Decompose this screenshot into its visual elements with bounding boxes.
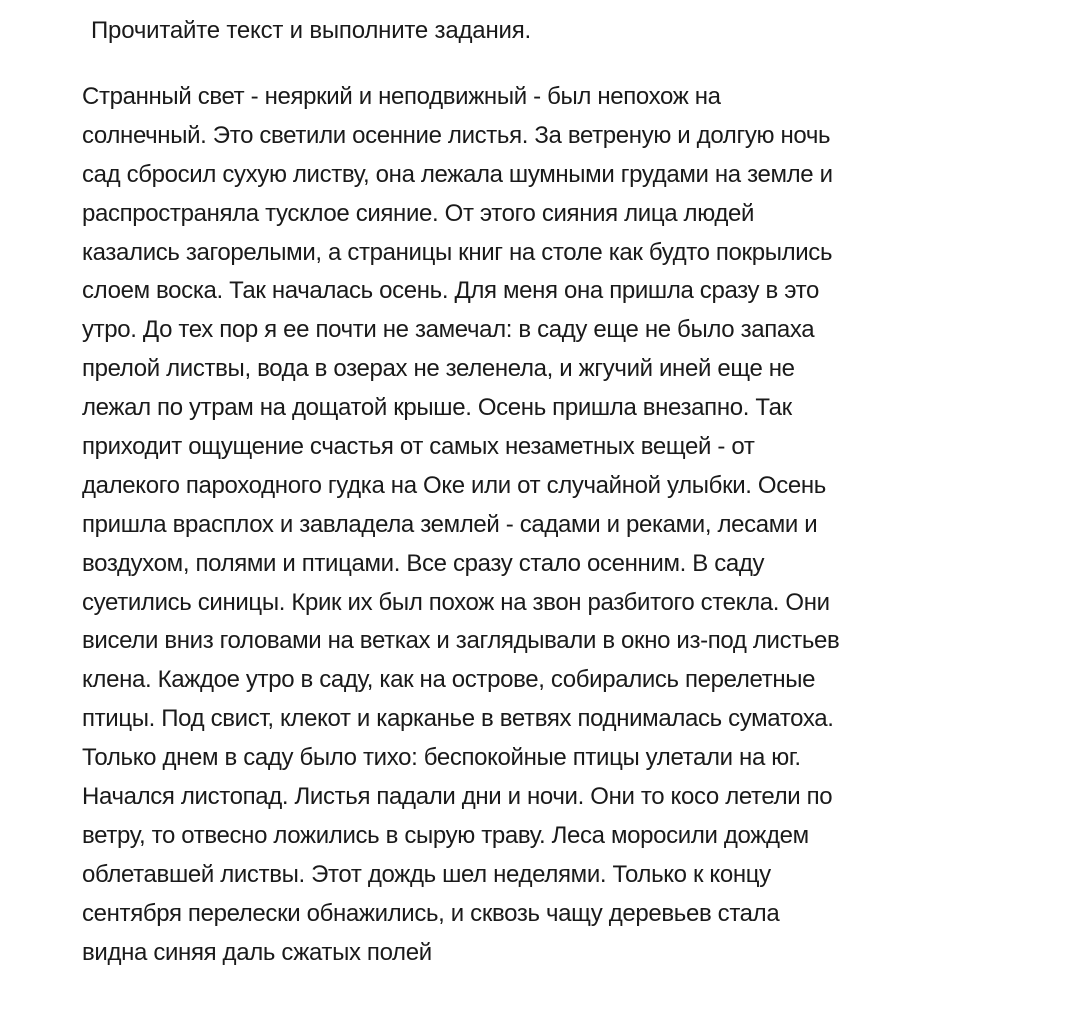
text-line: ветру, то отвесно ложились в сырую траву. Леса моросили дождем <box>82 821 809 849</box>
text-line: Странный свет - неяркий и неподвижный - был непохож на <box>82 83 721 110</box>
text-line: прелой листвы, вода в озерах не зеленела, и жгучий иней еще не <box>82 355 795 383</box>
text-line: клена. Каждое утро в саду, как на острове, собирались перелетные <box>82 666 816 694</box>
text-line: висели вниз головами на ветках и заглядывали в окно из-под листьев <box>82 627 840 655</box>
text-line: Только днем в саду было тихо: беспокойные птицы улетали на юг. <box>82 744 801 772</box>
text-line: пришла врасплох и завладела землей - садами и реками, лесами и <box>82 510 818 538</box>
text-line: утро. До тех пор я ее почти не замечал: в саду еще не было запаха <box>82 316 815 344</box>
instruction-heading: Прочитайте текст и выполните задания. <box>91 17 531 44</box>
text-line: далекого пароходного гудка на Оке или от случайной улыбки. Осень <box>82 471 826 499</box>
text-line: сад сбросил сухую листву, она лежала шумными грудами на земле и <box>82 160 833 188</box>
text-line: видна синяя даль сжатых полей <box>82 938 432 966</box>
text-line: распространяла тусклое сияние. От этого сияния лица людей <box>82 199 755 227</box>
text-line: слоем воска. Так началась осень. Для меня она пришла сразу в это <box>82 277 819 305</box>
text-line: лежал по утрам на дощатой крыше. Осень пришла внезапно. Так <box>82 394 792 422</box>
text-line: сентября перелески обнажились, и сквозь чащу деревьев стала <box>82 899 780 927</box>
text-line: суетились синицы. Крик их был похож на звон разбитого стекла. Они <box>82 588 830 616</box>
text-line: Начался листопад. Листья падали дни и ночи. Они то косо летели по <box>82 783 833 811</box>
text-line: облетавшей листвы. Этот дождь шел неделями. Только к концу <box>82 860 771 888</box>
text-line: казались загорелыми, а страницы книг на столе как будто покрылись <box>82 238 833 266</box>
text-line: приходит ощущение счастья от самых незаметных вещей - от <box>82 433 755 461</box>
text-line: солнечный. Это светили осенние листья. За ветреную и долгую ночь <box>82 121 831 149</box>
reading-passage <box>82 78 1042 972</box>
text-line: воздухом, полями и птицами. Все сразу стало осенним. В саду <box>82 549 765 577</box>
text-line: птицы. Под свист, клекот и карканье в ветвях поднималась суматоха. <box>82 705 834 733</box>
